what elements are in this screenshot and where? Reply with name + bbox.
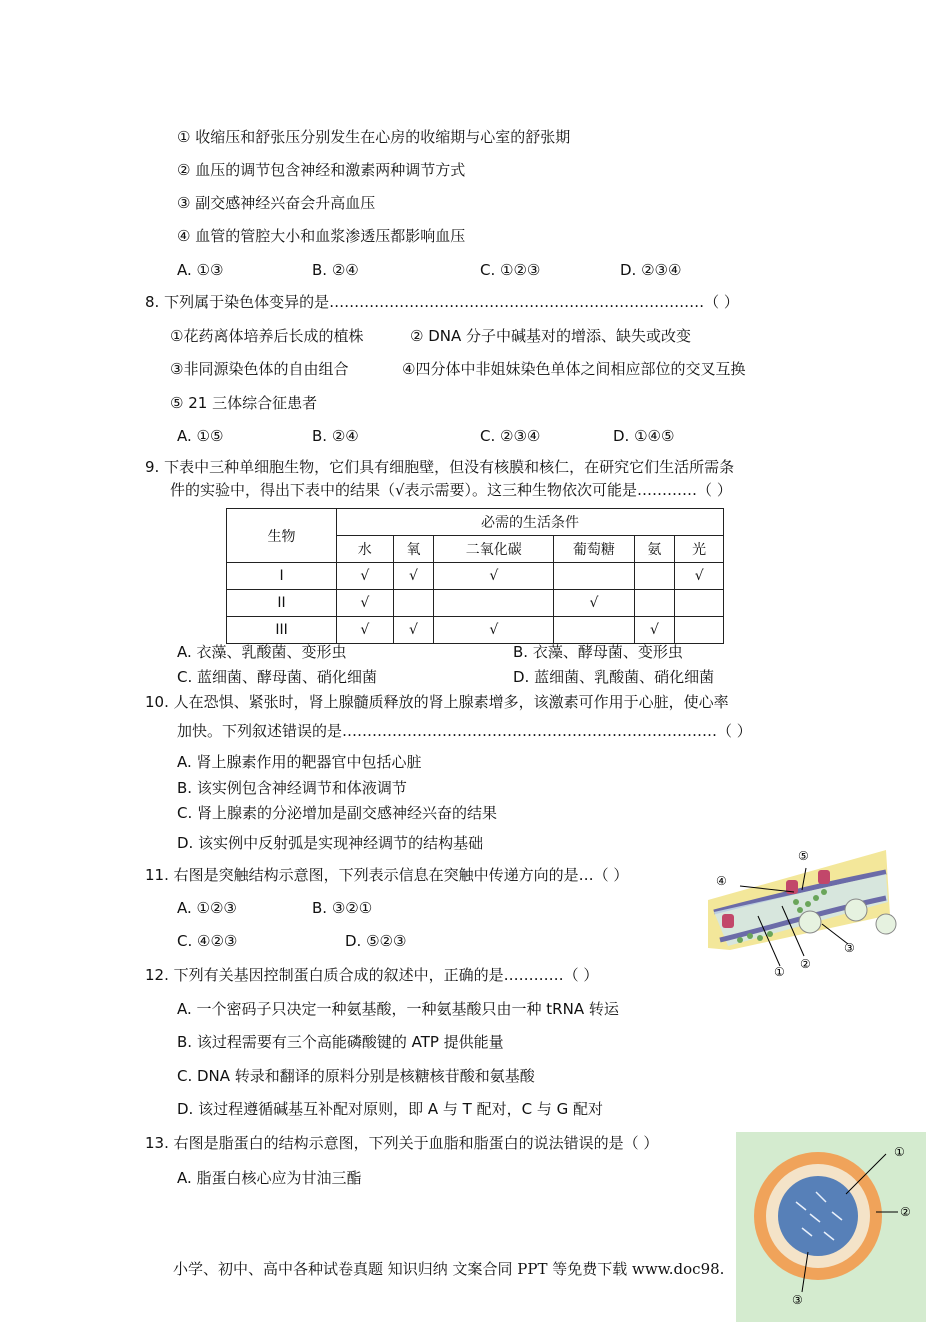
q13-stem: 13. 右图是脂蛋白的结构示意图，下列关于血脂和脂蛋白的说法错误的是（ ） (145, 1134, 659, 1152)
vesicle (845, 899, 867, 921)
q7-item-4: ④ 血管的管腔大小和血浆渗透压都影响血压 (177, 227, 466, 245)
lipoprotein-diagram (736, 1132, 926, 1322)
table-header-co2: 二氧化碳 (434, 536, 554, 563)
q12-option-a: A. 一个密码子只决定一种氨基酸，一种氨基酸只由一种 tRNA 转运 (177, 1000, 619, 1018)
q7-option-b: B. ②④ (312, 261, 359, 279)
q11-option-b: B. ③②① (312, 899, 373, 917)
table-header-group: 必需的生活条件 (337, 509, 724, 536)
receptor (722, 914, 734, 928)
q9-option-a: A. 衣藻、乳酸菌、变形虫 (177, 643, 347, 661)
figure-label: ① (774, 965, 785, 979)
q9-stem-line2: 件的实验中，得出下表中的结果（√表示需要）。这三种生物依次可能是…………（ ） (170, 481, 732, 499)
q11-option-a: A. ①②③ (177, 899, 237, 917)
q10-option-a: A. 肾上腺素作用的靶器官中包括心脏 (177, 753, 422, 771)
q9-stem-line1: 9. 下表中三种单细胞生物，它们具有细胞壁，但没有核膜和核仁，在研究它们生活所需条 (145, 458, 735, 476)
synapse-diagram (700, 840, 900, 988)
table-row: III √ √ √ √ (227, 617, 724, 644)
q8-option-c: C. ②③④ (480, 427, 541, 445)
table-header-organism: 生物 (227, 509, 337, 563)
page-footer: 小学、初中、高中各种试卷真题 知识归纳 文案合同 PPT 等免费下载 www.doc98. (173, 1260, 725, 1278)
figure-label: ⑤ (798, 849, 809, 863)
table-header-ammonia: 氨 (634, 536, 675, 563)
q10-stem-line1: 10. 人在恐惧、紧张时，肾上腺髓质释放的肾上腺素增多，该激素可作用于心脏，使心率 (145, 693, 729, 711)
figure-label: ① (894, 1145, 905, 1159)
figure-label: ② (800, 957, 811, 971)
q7-item-3: ③ 副交感神经兴奋会升高血压 (177, 194, 376, 212)
q8-item-5: ⑤ 21 三体综合征患者 (170, 394, 318, 412)
q8-stem: 8. 下列属于染色体变异的是…………………………………………………………………（ ） (145, 293, 739, 311)
q10-stem-line2: 加快。下列叙述错误的是…………………………………………………………………（ ） (177, 722, 752, 740)
table-header-glucose: 葡萄糖 (554, 536, 634, 563)
q10-option-d: D. 该实例中反射弧是实现神经调节的结构基础 (177, 834, 484, 852)
q8-item-4: ④四分体中非姐妹染色单体之间相应部位的交叉互换 (402, 360, 746, 378)
figure-label: ④ (716, 874, 727, 888)
q8-option-d: D. ①④⑤ (613, 427, 675, 445)
q9-option-d: D. 蓝细菌、乳酸菌、硝化细菌 (513, 668, 715, 686)
table-row: I √ √ √ √ (227, 563, 724, 590)
vesicle (876, 914, 896, 934)
q9-option-b: B. 衣藻、酵母菌、变形虫 (513, 643, 683, 661)
q12-option-b: B. 该过程需要有三个高能磷酸键的 ATP 提供能量 (177, 1033, 504, 1051)
table-row: II √ √ (227, 590, 724, 617)
table-header-light: 光 (675, 536, 724, 563)
q12-option-d: D. 该过程遵循碱基互补配对原则，即 A 与 T 配对，C 与 G 配对 (177, 1100, 603, 1118)
q7-option-d: D. ②③④ (620, 261, 682, 279)
q8-item-3: ③非同源染色体的自由组合 (170, 360, 349, 378)
figure-label: ② (900, 1205, 911, 1219)
q13-option-a: A. 脂蛋白核心应为甘油三酯 (177, 1169, 362, 1187)
table-header-water: 水 (337, 536, 394, 563)
q8-item-1: ①花药离体培养后长成的植株 (170, 327, 364, 345)
q11-stem: 11. 右图是突触结构示意图，下列表示信息在突触中传递方向的是…（ ） (145, 866, 629, 884)
table-header-oxygen: 氧 (393, 536, 434, 563)
q8-option-a: A. ①⑤ (177, 427, 224, 445)
figure-label: ③ (844, 941, 855, 955)
q7-option-a: A. ①③ (177, 261, 224, 279)
q12-option-c: C. DNA 转录和翻译的原料分别是核糖核苷酸和氨基酸 (177, 1067, 535, 1085)
q11-option-c: C. ④②③ (177, 932, 238, 950)
lipid-core (778, 1176, 858, 1256)
q7-option-c: C. ①②③ (480, 261, 541, 279)
q8-option-b: B. ②④ (312, 427, 359, 445)
q8-item-2: ② DNA 分子中碱基对的增添、缺失或改变 (410, 327, 692, 345)
conditions-table (226, 508, 724, 644)
q12-stem: 12. 下列有关基因控制蛋白质合成的叙述中，正确的是…………（ ） (145, 966, 599, 984)
q10-option-b: B. 该实例包含神经调节和体液调节 (177, 779, 407, 797)
q7-item-2: ② 血压的调节包含神经和激素两种调节方式 (177, 161, 466, 179)
figure-label: ③ (792, 1293, 803, 1307)
q9-option-c: C. 蓝细菌、酵母菌、硝化细菌 (177, 668, 378, 686)
q10-option-c: C. 肾上腺素的分泌增加是副交感神经兴奋的结果 (177, 804, 498, 822)
vesicle (799, 911, 821, 933)
receptor (818, 870, 830, 884)
q11-option-d: D. ⑤②③ (345, 932, 407, 950)
q7-item-1: ① 收缩压和舒张压分别发生在心房的收缩期与心室的舒张期 (177, 128, 571, 146)
